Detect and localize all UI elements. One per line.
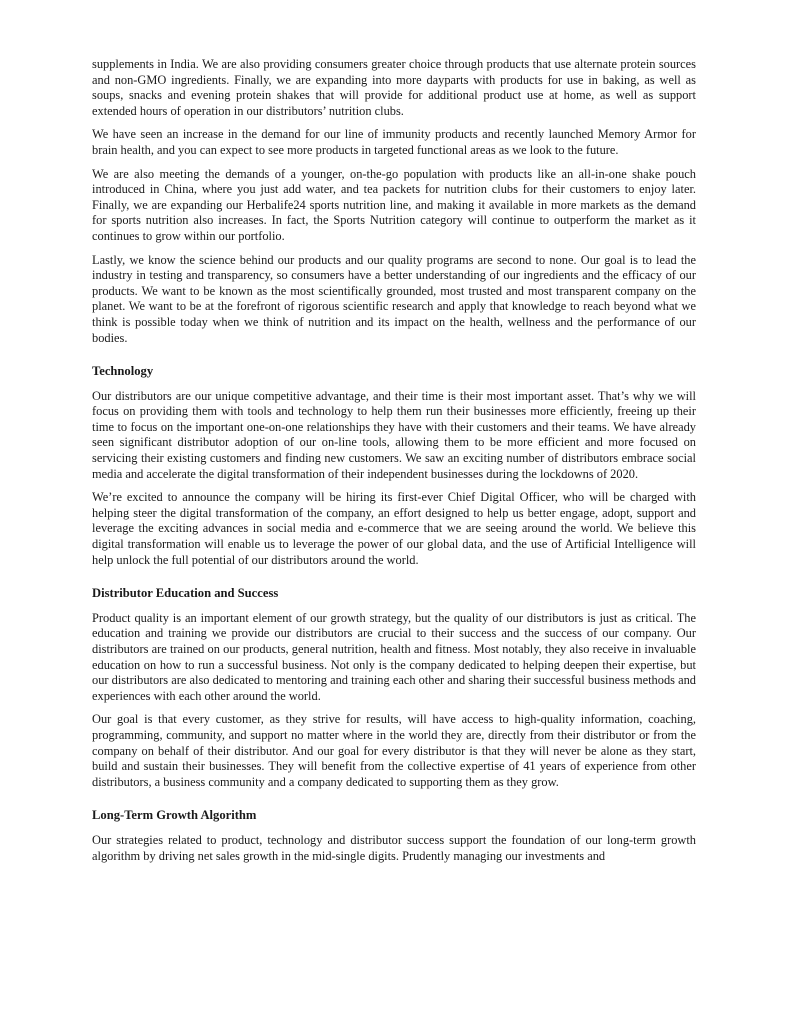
technology-paragraph-1: Our distributors are our unique competitive advantage, and their time is their most important asset. That’s why we will focus on providing them with tools and technology to help them run their businesses more efficiently, freeing up their time to focus on the important one-on-one relationships they have with their customers and their teams. We have already seen significant distributor adoption of our on-line tools, allowing them to be more efficient and more focused on servicing their existing customers and finding new customers. We saw an exciting number of distributors embrace social media and accelerate the digital transformation of their independent businesses during the lockdowns of 2020.	[92, 388, 696, 481]
intro-paragraph-3: We are also meeting the demands of a younger, on-the-go population with products like an all-in-one shake pouch introduced in China, where you just add water, and tea packets for nutrition clubs for their customers to enjoy later. Finally, we are expanding our Herbalife24 sports nutrition line, and making it available in more markets as the demand for sports nutrition also increases. In fact, the Sports Nutrition category will continue to outperform the market as it continues to grow within our portfolio.	[92, 166, 696, 243]
technology-paragraph-2: We’re excited to announce the company will be hiring its first-ever Chief Digital Officer, who will be charged with helping steer the digital transformation of the company, an effort designed to help us better engage, adopt, support and leverage the exciting advances in social media and e-commerce that we are seeing around the world. We believe this digital transformation will enable us to leverage the power of our global data, and the use of Artificial Intelligence will help unlock the full potential of our distributors around the world.	[92, 490, 696, 567]
distributor-paragraph-1: Product quality is an important element of our growth strategy, but the quality of our distributors is just as critical. The education and training we provide our distributors are crucial to their success and the success of our company. Our distributors are trained on our products, general nutrition, health and fitness. Most notably, they also receive in invaluable education on how to run a successful business. Not only is the company dedicated to helping deepen their expertise, but our distributors are also dedicated to mentoring and training each other and sharing their successful business methods and experiences with each other around the world.	[92, 610, 696, 703]
distributor-paragraph-2: Our goal is that every customer, as they strive for results, will have access to high-quality information, coaching, programming, community, and support no matter where in the world they are, directly from their distributor or from the company on behalf of their distributor. And our goal for every distributor is that they will never be alone as they start, build and sustain their businesses. They will benefit from the collective expertise of 41 years of experience from other distributors, a business community and a company dedicated to supporting them as they grow.	[92, 712, 696, 789]
technology-heading: Technology	[92, 364, 154, 379]
intro-paragraph-2: We have seen an increase in the demand for our line of immunity products and recently launched Memory Armor for brain health, and you can expect to see more products in targeted functional areas as we look to the future.	[92, 127, 696, 157]
intro-paragraph-4: Lastly, we know the science behind our products and our quality programs are second to none. Our goal is to lead the industry in testing and transparency, so consumers have a better understanding of our ingredients and the efficacy of our products. We want to be known as the most scientifically grounded, most trusted and most transparent company on the planet. We want to be at the forefront of rigorous scientific research and apply that knowledge to reach beyond what we think is possible today when we think of nutrition and its impact on the health, wellness and the performance of our bodies.	[92, 252, 696, 345]
growth-heading: Long-Term Growth Algorithm	[92, 808, 257, 823]
distributor-heading: Distributor Education and Success	[92, 586, 279, 601]
document-page	[92, 57, 696, 872]
intro-paragraph-1: supplements in India. We are also providing consumers greater choice through products that use alternate protein sources and non-GMO ingredients. Finally, we are expanding into more dayparts with products for use in baking, as well as soups, snacks and evening protein shakes that will provide for additional product use at home, as well as support extended hours of operation in our distributors’ nutrition clubs.	[92, 57, 696, 118]
growth-paragraph-1: Our strategies related to product, technology and distributor success support the foundation of our long-term growth algorithm by driving net sales growth in the mid-single digits. Prudently managing our investments and	[92, 832, 696, 863]
